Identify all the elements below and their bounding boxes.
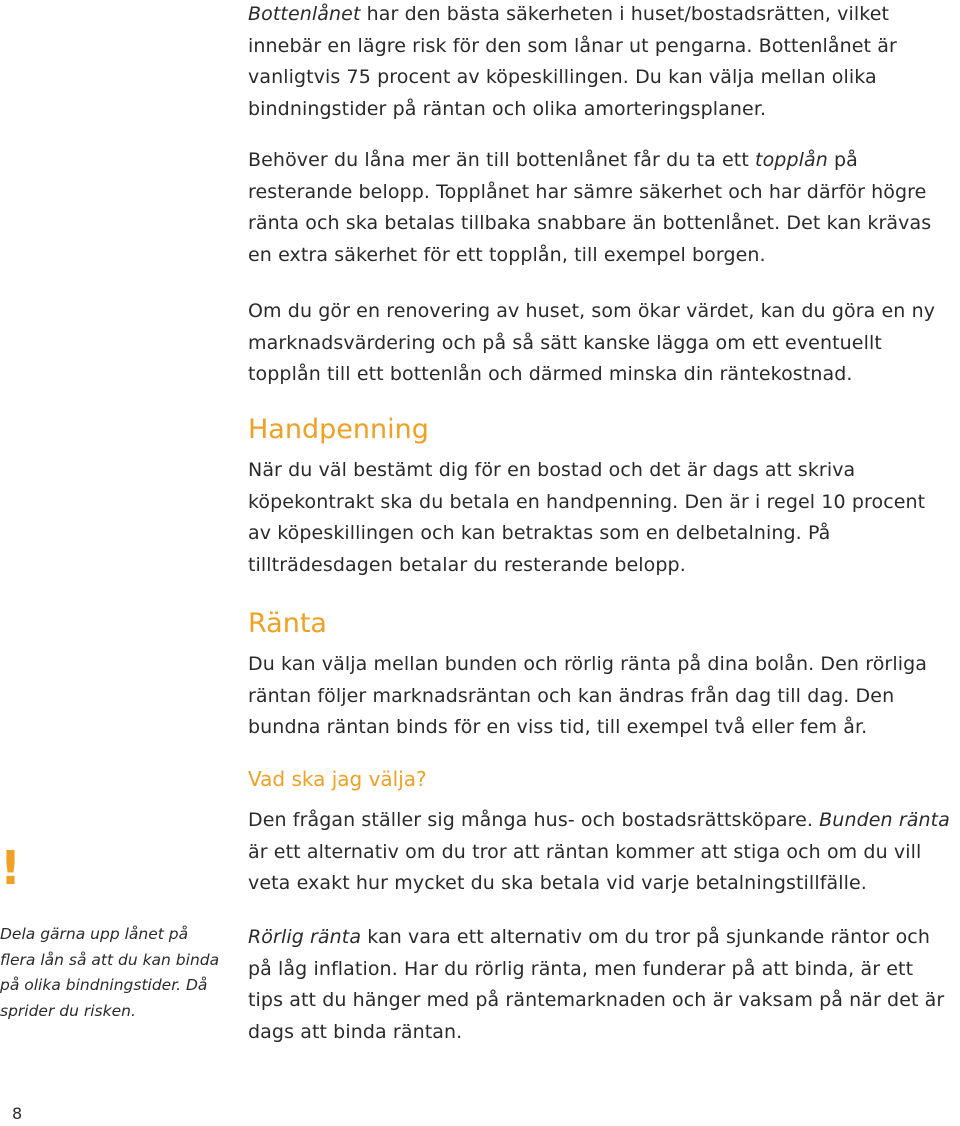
rorlig-after: kan vara ett alternativ om du tror på sjunkande räntor och på låg inflation. Har du rörlig ränta, men funderar på att binda, är ett tips att du hänger med på räntemarknaden och är vaksam på när det är dags att binda räntan.: [248, 926, 945, 1043]
page-number: 8: [12, 1104, 23, 1123]
topplan-term: topplån: [755, 149, 828, 171]
rorlig-ranta-paragraph: [248, 922, 953, 1048]
bottenlan-term: Bottenlånet: [248, 3, 361, 25]
topplan-before: Behöver du låna mer än till bottenlånet får du ta ett: [248, 149, 756, 171]
ranta-heading: Ränta: [248, 608, 327, 639]
bunden-before: Den frågan ställer sig många hus- och bostadsrättsköpare.: [248, 809, 820, 831]
topplan-after: på resterande belopp. Topplånet har sämre säkerhet och har därför högre ränta och ska betalas tillbaka snabbare än bottenlånet. Det kan krävas en extra säkerhet för ett topplån, till exempel borgen.: [248, 149, 932, 266]
bunden-ranta-paragraph: [248, 805, 953, 900]
bunden-after: är ett alternativ om du tror att räntan kommer att stiga och om du vill veta exakt hur mycket du ska betala vid varje betalningstillfälle.: [248, 840, 922, 894]
tip-note: Dela gärna upp lånet på flera lån så att du kan binda på olika bindningstider. Då sprider du risken.: [0, 925, 220, 1020]
topplan-paragraph: [248, 145, 960, 271]
handpenning-paragraph: När du väl bestämt dig för en bostad och det är dags att skriva köpekontrakt ska du betala en handpenning. Den är i regel 10 procent av köpeskillingen och kan betraktas som en delbetalning. På tillträdesdagen betalar du resterande belopp.: [248, 459, 926, 576]
handpenning-heading: Handpenning: [248, 414, 429, 445]
bunden-term: Bunden ränta: [819, 809, 950, 831]
exclamation-icon: !: [0, 841, 21, 895]
ranta-paragraph: Du kan välja mellan bunden och rörlig ränta på dina bolån. Den rörliga räntan följer marknadsräntan och kan ändras från dag till dag. Den bundna räntan binds för en viss tid, till exempel två eller fem år.: [248, 653, 927, 738]
bottenlan-text: har den bästa säkerheten i huset/bostadsrätten, vilket innebär en lägre risk för den som lånar ut pengarna. Bottenlånet är vanligtvis 75 procent av köpeskillingen. Du kan välja mellan olika bindningstider på räntan och olika amorteringsplaner.: [248, 3, 897, 120]
rorlig-term: Rörlig ränta: [248, 926, 362, 948]
vad-ska-jag-valja-heading: Vad ska jag välja?: [248, 767, 427, 791]
bottenlan-paragraph: [248, 0, 948, 125]
renovering-paragraph: Om du gör en renovering av huset, som ökar värdet, kan du göra en ny marknadsvärdering och på så sätt kanske lägga om ett eventuellt topplån till ett bottenlån och därmed minska din räntekostnad.: [248, 300, 936, 385]
